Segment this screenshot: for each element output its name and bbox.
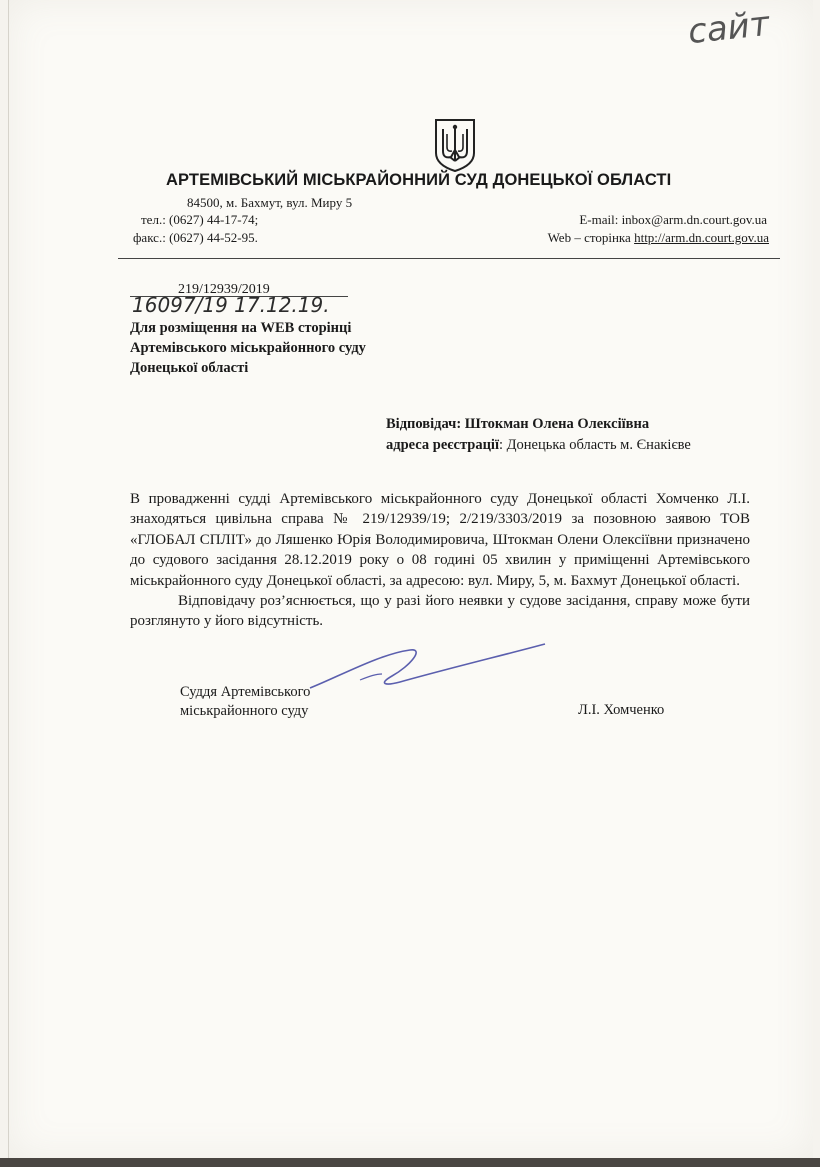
respondent-address: : Донецька область м. Єнакієве <box>498 437 691 453</box>
judge-title-line-1: Суддя Артемівського <box>180 684 311 700</box>
respondent-block <box>386 414 691 456</box>
court-email: E-mail: inbox@arm.dn.court.gov.ua <box>579 212 767 227</box>
registration-number: 219/12939/2019 <box>178 282 270 297</box>
respondent-address-label: адреса реєстрації <box>386 437 499 453</box>
addressee-line-2: Артемівського міськрайонного суду <box>130 340 366 356</box>
judge-title <box>180 683 310 721</box>
notice-paragraph-2: Відповідачу роз’яснюється, що у разі його неявки у судове засідання, справу може бути розглянуто у його відсутність. <box>130 593 750 630</box>
respondent-name: Штокман Олена Олексіївна <box>461 416 650 432</box>
scan-edge <box>0 1158 820 1167</box>
respondent-name-line <box>386 414 691 435</box>
respondent-address-line <box>386 435 691 456</box>
handwritten-signature <box>300 636 550 702</box>
addressee-line-1: Для розміщення на WEB сторінці <box>130 320 352 336</box>
handwritten-corner-note: сайт <box>686 3 772 53</box>
judge-title-line-2: міськрайонного суду <box>180 703 309 719</box>
respondent-label: Відповідач: <box>386 416 462 432</box>
court-address: 84500, м. Бахмут, вул. Миру 5 <box>187 195 353 210</box>
addressee-block <box>130 318 366 378</box>
notice-paragraph-1: В провадженні судді Артемівського міськрайонного суду Донецької області Хомченко Л.І. знаходяться цивільна справа № 219/12939/19; 2/219/3303/2019 за позовною заявою ТОВ «ГЛОБАЛ СПЛІТ» до Ляшенко Юрія Володимировича, Штокман Олени Олексіївни призначено до судового засідання 28.12.2019 року о 08 годині 05 хвилин у приміщенні Артемівського міськрайонного суду Донецької області, за адресою: вул. Миру, 5, м. Бахмут Донецької області. <box>130 491 750 589</box>
judge-name: Л.І. Хомченко <box>578 702 665 718</box>
coat-of-arms-icon <box>433 117 477 173</box>
website-label: Web – сторінка <box>547 230 635 245</box>
court-fax: факс.: (0627) 44-52-95. <box>133 230 258 245</box>
notice-body <box>130 489 750 632</box>
court-phone: тел.: (0627) 44-17-74; <box>141 212 259 227</box>
handwritten-registration: 16097/19 17.12.19. <box>132 293 330 317</box>
court-name: АРТЕМІВСЬКИЙ МІСЬКРАЙОННИЙ СУД ДОНЕЦЬКОЇ ОБЛАСТІ <box>166 171 672 189</box>
website-link[interactable]: http://arm.dn.court.gov.ua <box>634 230 769 245</box>
header-divider <box>118 258 780 259</box>
court-website <box>548 230 769 246</box>
addressee-line-3: Донецької області <box>130 360 249 376</box>
